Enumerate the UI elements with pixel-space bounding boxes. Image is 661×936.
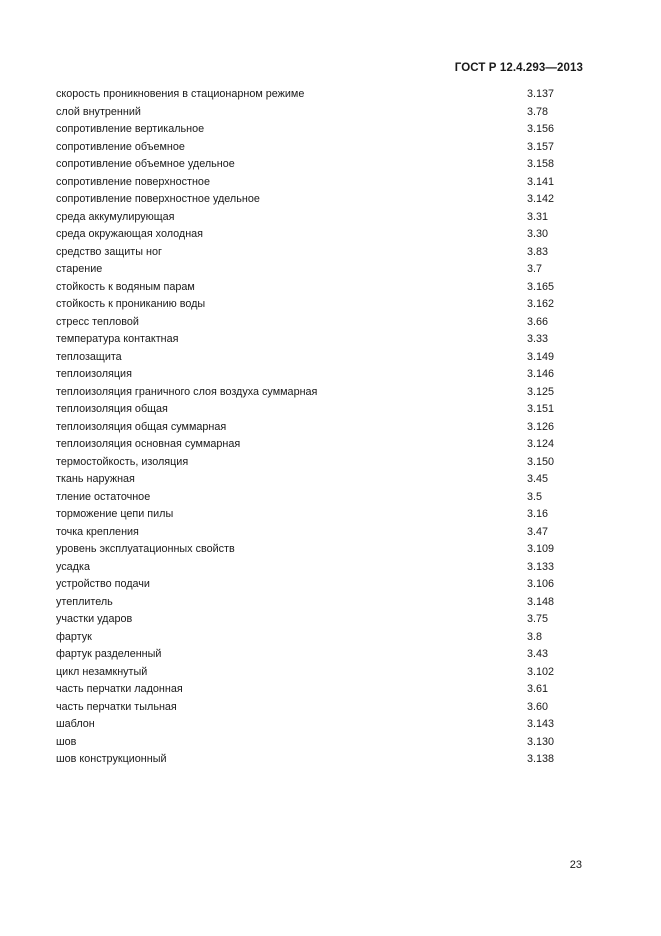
index-reference-number: 3.43: [527, 648, 549, 660]
index-entry: [56, 156, 576, 174]
index-reference-number: 3.66: [527, 315, 549, 328]
index-entry: [56, 506, 576, 524]
index-term: шаблон: [56, 718, 95, 730]
index-term: сопротивление поверхностное: [56, 175, 210, 188]
page-number: 23: [569, 859, 582, 871]
index-entry: [56, 331, 576, 349]
index-entry: [56, 734, 576, 752]
index-reference-number: 3.45: [527, 473, 549, 485]
index-entry: [56, 716, 576, 734]
index-term: теплозащита: [56, 350, 122, 363]
index-entry: [56, 139, 576, 157]
index-term: сопротивление поверхностное удельное: [56, 193, 260, 205]
index-reference-number: 3.75: [527, 613, 549, 625]
index-entry: [56, 611, 576, 629]
index-term: тление остаточное: [56, 490, 151, 503]
index-term: точка крепления: [56, 525, 139, 538]
index-reference-number: 3.61: [527, 683, 549, 695]
index-reference-number: 3.106: [527, 578, 555, 590]
index-entry: [56, 576, 576, 594]
index-term: уровень эксплуатационных свойств: [56, 543, 235, 555]
index-reference-number: 3.109: [527, 543, 555, 555]
index-reference-number: 3.158: [527, 158, 555, 170]
index-entry: [56, 436, 576, 454]
index-term: ткань наружная: [56, 473, 135, 485]
index-entry: [56, 121, 576, 139]
index-reference-number: 3.8: [527, 630, 543, 643]
index-reference-number: 3.156: [527, 123, 555, 135]
index-entry: [56, 104, 576, 122]
index-term: сопротивление вертикальное: [56, 123, 205, 135]
index-reference-number: 3.78: [527, 105, 549, 118]
index-entry: [56, 191, 576, 209]
index-entry: [56, 349, 576, 367]
index-term: часть перчатки тыльная: [56, 700, 177, 713]
index-reference-number: 3.146: [527, 368, 555, 380]
index-entry: [56, 594, 576, 612]
index-entry: [56, 401, 576, 419]
index-term: теплоизоляция: [56, 368, 132, 380]
index-reference-number: 3.83: [527, 245, 549, 258]
index-reference-number: 3.141: [527, 175, 555, 188]
index-entry: [56, 699, 576, 717]
index-term: теплоизоляция общая суммарная: [56, 420, 227, 433]
index-entry: [56, 751, 576, 769]
alphabetical-term-index: [56, 86, 576, 769]
index-reference-number: 3.33: [527, 333, 549, 345]
index-reference-number: 3.130: [527, 735, 555, 748]
index-entry: [56, 226, 576, 244]
index-term: фартук разделенный: [56, 648, 162, 660]
index-term: стресс тепловой: [56, 315, 139, 328]
index-entry: [56, 296, 576, 314]
index-entry: [56, 681, 576, 699]
index-entry: [56, 664, 576, 682]
index-term: скорость проникновения в стационарном режиме: [56, 88, 305, 100]
index-reference-number: 3.137: [527, 88, 555, 100]
index-entry: [56, 384, 576, 402]
index-term: термостойкость, изоляция: [56, 455, 189, 468]
index-entry: [56, 279, 576, 297]
index-entry: [56, 261, 576, 279]
index-term: торможение цепи пилы: [56, 508, 174, 520]
index-reference-number: 3.133: [527, 560, 555, 573]
index-term: стойкость к водяным парам: [56, 280, 195, 293]
index-entry: [56, 629, 576, 647]
index-entry: [56, 366, 576, 384]
index-entry: [56, 559, 576, 577]
index-entry: [56, 541, 576, 559]
index-entry: [56, 454, 576, 472]
index-reference-number: 3.7: [527, 263, 543, 275]
index-term: цикл незамкнутый: [56, 665, 148, 678]
index-reference-number: 3.148: [527, 595, 555, 608]
index-reference-number: 3.124: [527, 438, 555, 450]
index-entry: [56, 244, 576, 262]
index-term: теплоизоляция основная суммарная: [56, 438, 241, 450]
index-reference-number: 3.16: [527, 508, 549, 520]
index-reference-number: 3.126: [527, 420, 555, 433]
index-entry: [56, 524, 576, 542]
index-term: фартук: [56, 630, 92, 643]
index-term: участки ударов: [56, 613, 133, 625]
index-reference-number: 3.162: [527, 298, 555, 310]
index-entry: [56, 646, 576, 664]
index-reference-number: 3.151: [527, 403, 555, 415]
index-reference-number: 3.157: [527, 140, 555, 153]
index-term: теплоизоляция общая: [56, 403, 168, 415]
index-entry: [56, 314, 576, 332]
index-entry: [56, 471, 576, 489]
index-reference-number: 3.138: [527, 753, 555, 765]
index-term: старение: [56, 263, 103, 275]
index-entry: [56, 419, 576, 437]
document-code-header: ГОСТ Р 12.4.293—2013: [454, 62, 583, 74]
index-term: усадка: [56, 560, 90, 573]
index-term: среда окружающая холодная: [56, 228, 204, 240]
index-term: стойкость к прониканию воды: [56, 298, 206, 310]
index-entry: [56, 489, 576, 507]
index-term: теплоизоляция граничного слоя воздуха суммарная: [56, 385, 318, 398]
index-reference-number: 3.30: [527, 228, 549, 240]
index-reference-number: 3.47: [527, 525, 549, 538]
index-term: шов конструкционный: [56, 753, 167, 765]
index-reference-number: 3.165: [527, 280, 555, 293]
index-reference-number: 3.142: [527, 193, 555, 205]
index-reference-number: 3.143: [527, 718, 555, 730]
index-reference-number: 3.102: [527, 665, 555, 678]
index-term: устройство подачи: [56, 578, 150, 590]
index-reference-number: 3.125: [527, 385, 555, 398]
index-term: шов: [56, 735, 77, 748]
index-term: средство защиты ног: [56, 245, 162, 258]
index-term: сопротивление объемное удельное: [56, 158, 235, 170]
index-entry: [56, 174, 576, 192]
index-term: температура контактная: [56, 333, 179, 345]
index-reference-number: 3.150: [527, 455, 555, 468]
index-term: часть перчатки ладонная: [56, 683, 183, 695]
index-reference-number: 3.149: [527, 350, 555, 363]
index-reference-number: 3.5: [527, 490, 543, 503]
index-reference-number: 3.31: [527, 210, 549, 223]
index-term: среда аккумулирующая: [56, 210, 175, 223]
index-reference-number: 3.60: [527, 700, 549, 713]
index-entry: [56, 209, 576, 227]
index-term: сопротивление объемное: [56, 140, 185, 153]
index-term: слой внутренний: [56, 105, 141, 118]
index-term: утеплитель: [56, 595, 113, 608]
index-entry: [56, 86, 576, 104]
